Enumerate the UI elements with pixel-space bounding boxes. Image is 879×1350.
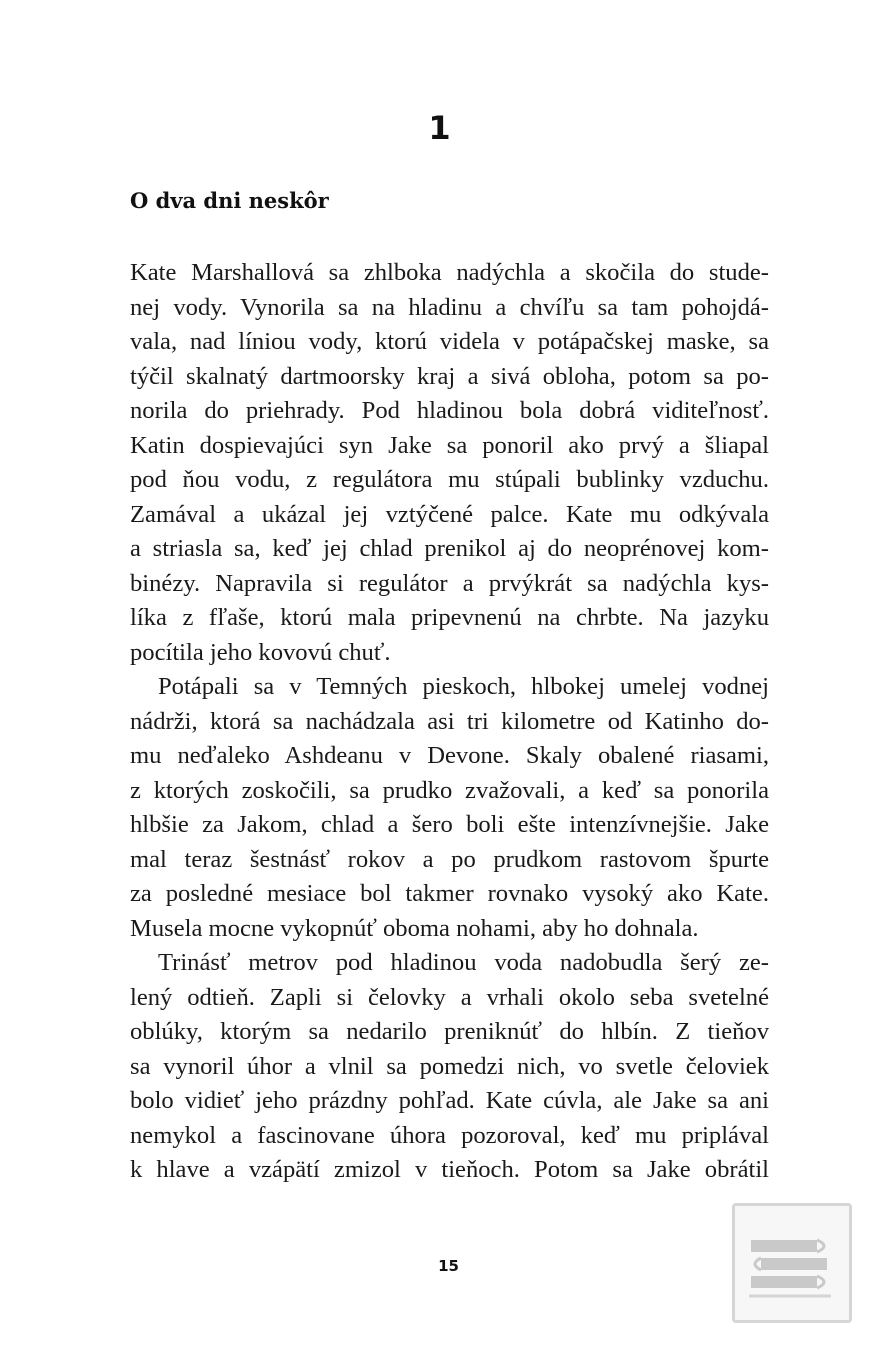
text-line: a striasla sa, keď jej chlad prenikol aj do neoprénovej kom- — [130, 535, 769, 562]
text-line: mu neďaleko Ashdeanu v Devone. Skaly obalené riasami, — [130, 742, 769, 769]
text-line: nej vody. Vynorila sa na hladinu a chvíľu sa tam pohojdá- — [130, 293, 769, 321]
text-line: pod ňou vodu, z regulátora mu stúpali bublinky vzduchu. — [130, 466, 769, 493]
text-line: nemykol a fascinovane úhora pozoroval, keď mu priplával — [130, 1121, 769, 1149]
text-line: oblúky, ktorým sa nedarilo preniknúť do hlbín. Z tieňov — [130, 1018, 769, 1045]
text-line: za posledné mesiace bol takmer rovnako vysoký ako Kate. — [130, 880, 769, 907]
text-line: Katin dospievajúci syn Jake sa ponoril ako prvý a šliapal — [130, 431, 769, 459]
text-line: Musela mocne vykopnúť oboma nohami, aby ho dohnala. — [130, 914, 699, 942]
text-line: Zamával a ukázal jej vztýčené palce. Kate mu odkývala — [130, 500, 769, 528]
text-line: binézy. Napravila si regulátor a prvýkrát sa nadýchla kys- — [130, 569, 769, 597]
text-line: líka z fľaše, ktorú mala pripevnenú na chrbte. Na jazyku — [130, 604, 769, 631]
text-line: Kate Marshallová sa zhlboka nadýchla a skočila do stude- — [130, 259, 769, 286]
text-line: lený odtieň. Zapli si čelovky a vrhali okolo seba svetelné — [130, 983, 769, 1011]
text-line: norila do priehrady. Pod hladinou bola dobrá viditeľnosť. — [130, 397, 769, 424]
watermark-badge — [732, 1203, 852, 1323]
text-line: z ktorých zoskočili, sa prudko zvažovali, a keď sa ponorila — [130, 776, 769, 804]
text-line: pocítila jeho kovovú chuť. — [130, 638, 391, 666]
text-line: mal teraz šestnásť rokov a po prudkom rastovom špurte — [130, 845, 769, 873]
text-line: hlbšie za Jakom, chlad a šero boli ešte intenzívnejšie. Jake — [130, 811, 769, 838]
text-line: bolo vidieť jeho prázdny pohľad. Kate cúvla, ale Jake sa ani — [130, 1087, 769, 1114]
text-line: k hlave a vzápätí zmizol v tieňoch. Potom sa Jake obrátil — [130, 1156, 769, 1183]
page-number: 15 — [438, 1257, 459, 1275]
text-line: Trinásť metrov pod hladinou voda nadobudla šerý ze- — [158, 949, 769, 976]
chapter-title: O dva dni neskôr — [130, 188, 329, 213]
text-line: sa vynoril úhor a vlnil sa pomedzi nich, vo svetle čeloviek — [130, 1052, 769, 1080]
text-line: vala, nad líniou vody, ktorú videla v potápačskej maske, sa — [130, 328, 769, 355]
book-stack-icon — [735, 1206, 849, 1320]
chapter-body — [130, 256, 769, 1188]
text-line: nádrži, ktorá sa nachádzala asi tri kilometre od Katinho do- — [130, 707, 769, 735]
text-line: Potápali sa v Temných pieskoch, hlbokej umelej vodnej — [158, 673, 769, 700]
chapter-number: 1 — [428, 109, 451, 147]
text-line: týčil skalnatý dartmoorsky kraj a sivá obloha, potom sa po- — [130, 362, 769, 390]
